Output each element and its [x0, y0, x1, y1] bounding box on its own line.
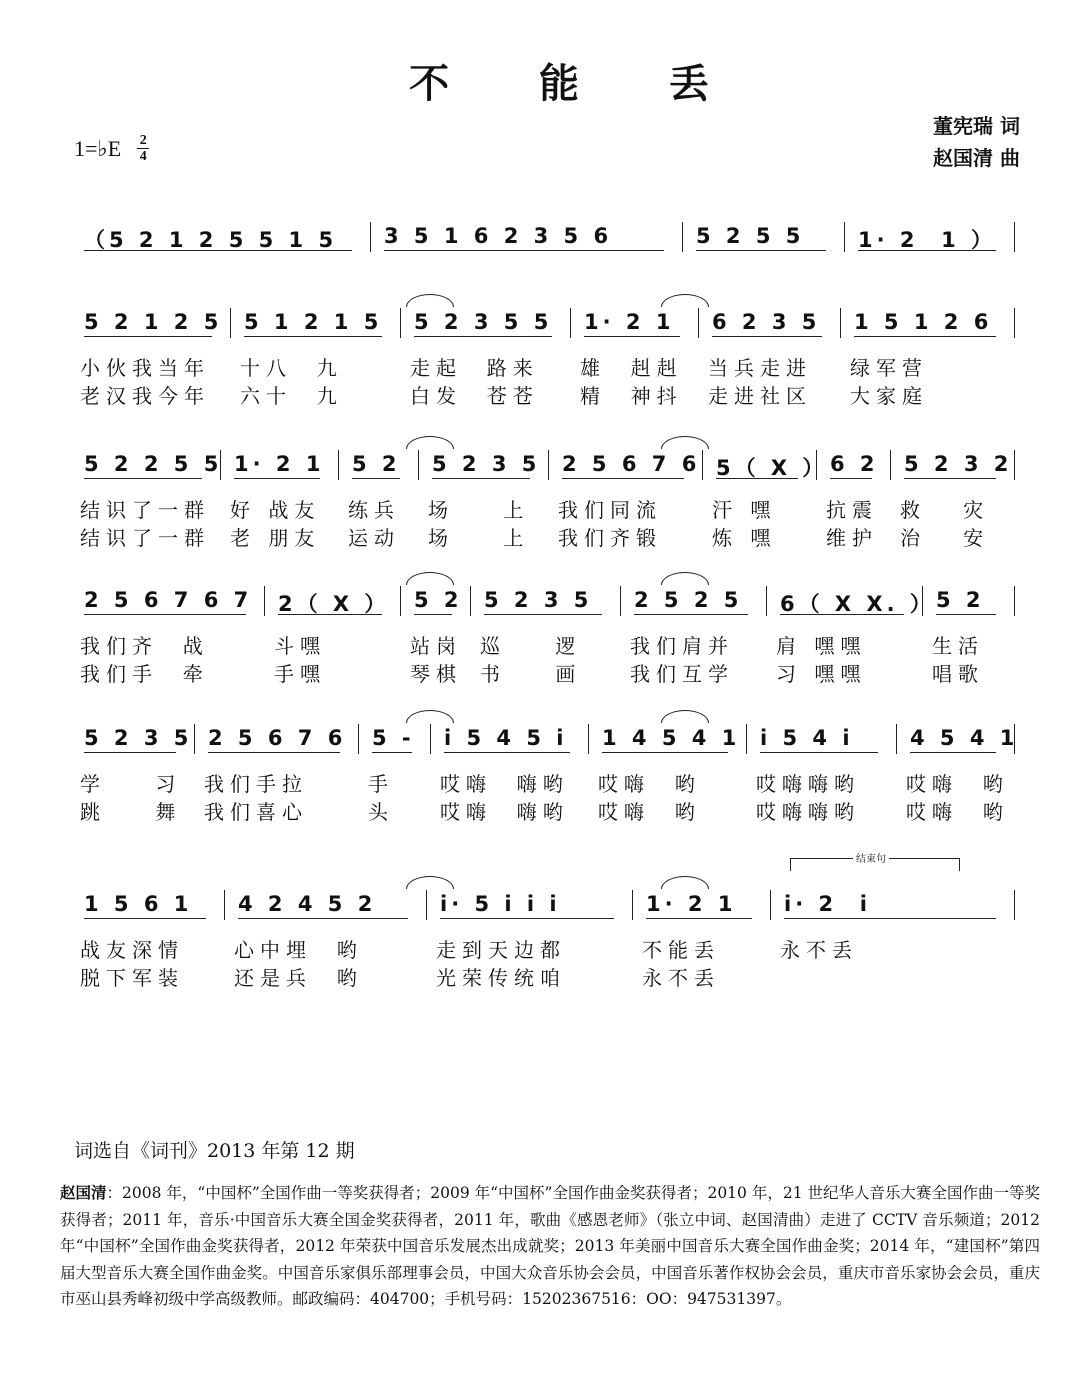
lyrics-verse-1	[76, 630, 1024, 658]
measure-notes: 1· 2 1	[646, 892, 737, 916]
meter-bottom: 4	[139, 149, 147, 164]
beam-line	[936, 614, 996, 615]
barline	[426, 890, 427, 920]
measure-notes: 3 5 1 6 2 3 5 6	[384, 224, 613, 248]
lyric-syllables: 运动	[348, 526, 400, 550]
measure-notes: 1· 2 1	[234, 452, 325, 476]
lyric-syllables: 炼 嘿	[712, 526, 777, 550]
beam-line	[440, 918, 614, 919]
measure-notes: 5 2	[414, 588, 463, 612]
lyric-syllables: 习 嘿嘿	[776, 662, 867, 686]
lyric-syllables: 哎嗨 哟	[906, 772, 1009, 796]
notes-row	[76, 300, 1024, 346]
beam-line	[562, 478, 684, 479]
lyrics-verse-2	[76, 796, 1024, 824]
lyric-syllables: 小伙我当年	[80, 356, 210, 380]
barline	[682, 222, 683, 252]
lyrics-verse-2	[76, 380, 1024, 408]
beam-line	[760, 752, 878, 753]
barline	[1014, 222, 1015, 252]
measure-notes: 5 2	[352, 452, 401, 476]
lyric-syllables: 我们手 牵	[80, 662, 209, 686]
lyric-syllables: 练兵	[348, 498, 400, 522]
measure-notes: 5 2 5 5	[696, 224, 805, 248]
beam-line	[84, 918, 206, 919]
beam-line	[352, 478, 400, 479]
lyric-syllables: 永不丢	[642, 966, 720, 990]
barline	[220, 450, 221, 480]
lyric-syllables: 抗震	[826, 498, 878, 522]
measure-notes: 1 5 1 2 6	[854, 310, 993, 334]
measure-notes: i· 5 i i i	[440, 892, 561, 916]
measure-notes: 5 2 3 5	[84, 726, 193, 750]
lyric-syllables: 生活	[932, 634, 984, 658]
lyric-syllables: 永不丢	[780, 938, 858, 962]
beam-line	[830, 478, 872, 479]
barline	[844, 222, 845, 252]
lyric-syllables: 白发 苍苍	[410, 384, 539, 408]
composer-credit: 赵国清 曲	[933, 146, 1020, 170]
system-3	[76, 442, 1024, 550]
lyric-syllables: 结识了一群	[80, 498, 210, 522]
lyric-syllables: 心中埋 哟	[234, 938, 363, 962]
bio-name: 赵国清	[60, 1183, 107, 1202]
lyric-syllables: 哎嗨嗨哟	[756, 800, 860, 824]
measure-notes: 1 4 5 4 1	[602, 726, 741, 750]
barline	[430, 724, 431, 754]
beam-line	[84, 752, 176, 753]
lyric-syllables: 学 习	[80, 772, 182, 796]
beam-line	[716, 478, 798, 479]
barline	[896, 724, 897, 754]
beam-line	[602, 752, 728, 753]
slur-mark	[661, 876, 709, 889]
lyric-syllables: 雄 赳赳	[580, 356, 683, 380]
barline	[548, 450, 549, 480]
barline	[338, 450, 339, 480]
measure-notes: （5 2 1 2 5 5 1 5	[84, 228, 338, 252]
barline	[1014, 890, 1015, 920]
measure-notes: 2（ X ）	[278, 592, 390, 616]
barline	[766, 586, 767, 616]
barline	[570, 308, 571, 338]
notes-row	[76, 882, 1024, 928]
beam-line	[584, 336, 680, 337]
system-6	[76, 882, 1024, 990]
lyric-syllables: 老 朋友	[230, 526, 321, 550]
slur-mark	[406, 710, 454, 723]
lyric-syllables: 十八 九	[240, 356, 343, 380]
beam-line	[84, 336, 212, 337]
barline	[230, 308, 231, 338]
lyric-syllables: 场 上	[428, 498, 530, 522]
lyric-syllables: 我们齐 战	[80, 634, 209, 658]
measure-notes: 6 2	[830, 452, 879, 476]
lyric-syllables: 哎嗨 嗨哟	[440, 800, 569, 824]
barline	[370, 222, 371, 252]
beam-line	[696, 250, 826, 251]
measure-notes: 2 5 6 7 6	[562, 452, 701, 476]
lyric-syllables: 哎嗨 哟	[906, 800, 1009, 824]
lyric-syllables: 走到天边都	[436, 938, 566, 962]
barline	[418, 450, 419, 480]
lyric-syllables: 斗嘿	[274, 634, 326, 658]
notes-row	[76, 578, 1024, 624]
barline	[746, 724, 747, 754]
measure-notes: 2 5 2 5	[634, 588, 743, 612]
beam-line	[208, 752, 340, 753]
measure-notes: 1 5 6 1	[84, 892, 193, 916]
barline	[816, 450, 817, 480]
lyric-syllables: 手嘿	[274, 662, 326, 686]
measure-notes: 6（ X X. ）	[780, 592, 935, 616]
slur-mark	[661, 710, 709, 723]
time-signature	[137, 134, 149, 163]
lyric-syllables: 手	[368, 772, 394, 796]
slur-mark	[661, 572, 709, 585]
beam-line	[444, 752, 570, 753]
measure-notes: 5（ X ）	[716, 456, 828, 480]
system-5	[76, 716, 1024, 824]
notes-row	[76, 442, 1024, 488]
lyric-syllables: 站岗	[410, 634, 462, 658]
measure-notes: 5 2 3 5 5	[414, 310, 553, 334]
notes-row	[76, 716, 1024, 762]
lyric-syllables: 头	[368, 800, 394, 824]
barline	[1014, 724, 1015, 754]
beam-line	[84, 478, 202, 479]
beam-line	[278, 614, 382, 615]
ending-bracket	[790, 854, 960, 871]
lyric-syllables: 六十 九	[240, 384, 343, 408]
slur-mark	[406, 294, 454, 307]
barline	[1014, 450, 1015, 480]
lyric-syllables: 巡 逻	[480, 634, 582, 658]
measure-notes: 5 2	[936, 588, 985, 612]
lyric-syllables: 精 神抖	[580, 384, 683, 408]
lyric-syllables: 汗 嘿	[712, 498, 777, 522]
barline	[400, 308, 401, 338]
beam-line	[858, 250, 996, 251]
measure-notes: 5 2 3 5	[432, 452, 541, 476]
beam-line	[484, 614, 602, 615]
measure-notes: 2 5 6 7 6	[208, 726, 347, 750]
barline	[588, 724, 589, 754]
lyric-syllables: 结识了一群	[80, 526, 210, 550]
lyric-syllables: 唱歌	[932, 662, 984, 686]
barline	[358, 724, 359, 754]
barline	[264, 586, 265, 616]
lyric-syllables: 大家庭	[850, 384, 928, 408]
beam-line	[634, 614, 748, 615]
slur-mark	[661, 436, 709, 449]
measure-notes: 6 2 3 5	[712, 310, 821, 334]
lyric-syllables: 治 安	[900, 526, 990, 550]
lyric-syllables: 战友深情	[80, 938, 184, 962]
barline	[620, 586, 621, 616]
meter-top: 2	[139, 133, 147, 148]
slur-mark	[661, 294, 709, 307]
lyric-syllables: 不能丢	[642, 938, 720, 962]
measure-notes: i 5 4 i	[760, 726, 854, 750]
lyric-syllables: 走进社区	[708, 384, 812, 408]
measure-notes: 5 -	[372, 726, 415, 750]
measure-notes: i· 2 i	[784, 892, 871, 916]
measure-notes: 5 2 3 5	[484, 588, 593, 612]
barline	[698, 308, 699, 338]
barline	[400, 586, 401, 616]
system-4	[76, 578, 1024, 686]
measure-notes: 5 2 2 5 5	[84, 452, 223, 476]
lyrics-verse-2	[76, 658, 1024, 686]
lyric-syllables: 我们同流	[558, 498, 662, 522]
beam-line	[234, 478, 320, 479]
beam-line	[854, 336, 996, 337]
lyric-syllables: 还是兵 哟	[234, 966, 363, 990]
lyrics-verse-1	[76, 494, 1024, 522]
beam-line	[904, 478, 996, 479]
lyric-syllables: 我们齐锻	[558, 526, 662, 550]
measure-notes: 5 2 1 2 5	[84, 310, 223, 334]
slur-mark	[406, 876, 454, 889]
lyric-syllables: 哎嗨 哟	[598, 772, 701, 796]
key-label: 1=♭E	[74, 135, 122, 161]
beam-line	[384, 250, 664, 251]
measure-notes: 1· 2 1	[584, 310, 675, 334]
measure-notes: 4 2 4 5 2	[238, 892, 377, 916]
barline	[922, 586, 923, 616]
lyrics-verse-1	[76, 934, 1024, 962]
beam-line	[414, 614, 452, 615]
beam-line	[414, 336, 552, 337]
beam-line	[646, 918, 752, 919]
credits	[933, 110, 1020, 174]
lyric-syllables: 场 上	[428, 526, 530, 550]
composer-bio	[60, 1180, 1040, 1313]
lyric-syllables: 我们肩并	[630, 634, 734, 658]
lyric-syllables: 我们互学	[630, 662, 734, 686]
key-signature	[74, 134, 149, 163]
lyric-syllables: 维护	[826, 526, 878, 550]
barline	[224, 890, 225, 920]
ending-label: 结束句	[853, 850, 889, 865]
lyric-syllables: 好 战友	[230, 498, 321, 522]
beam-line	[712, 336, 822, 337]
barline	[770, 890, 771, 920]
barline	[702, 450, 703, 480]
barline	[890, 450, 891, 480]
beam-line	[372, 752, 412, 753]
lyric-syllables: 我们手拉	[204, 772, 308, 796]
beam-line	[244, 336, 382, 337]
notes-row	[76, 214, 1024, 260]
slur-mark	[406, 572, 454, 585]
lyric-syllables: 救 灾	[900, 498, 990, 522]
lyric-syllables: 哎嗨嗨哟	[756, 772, 860, 796]
lyric-syllables: 书 画	[480, 662, 582, 686]
lyric-syllables: 光荣传统咱	[436, 966, 566, 990]
measure-notes: 5 2 3 2	[904, 452, 1013, 476]
barline	[1014, 308, 1015, 338]
barline	[840, 308, 841, 338]
measure-notes: 4 5 4 1	[910, 726, 1019, 750]
lyric-syllables: 脱下军装	[80, 966, 184, 990]
beam-line	[780, 614, 904, 615]
lyricist-credit: 董宪瑞 词	[933, 114, 1020, 138]
lyric-syllables: 走起 路来	[410, 356, 539, 380]
barline	[470, 586, 471, 616]
lyrics-verse-1	[76, 768, 1024, 796]
beam-line	[84, 614, 246, 615]
lyrics-verse-2	[76, 962, 1024, 990]
lyric-syllables: 我们喜心	[204, 800, 308, 824]
lyric-syllables: 哎嗨 哟	[598, 800, 701, 824]
beam-line	[784, 918, 996, 919]
beam-line	[910, 752, 996, 753]
lyric-syllables: 肩 嘿嘿	[776, 634, 867, 658]
measure-notes: i 5 4 5 i	[444, 726, 568, 750]
lyrics-source: 词选自《词刊》2013 年第 12 期	[74, 1140, 355, 1162]
measure-notes: 1· 2 1 ）	[858, 228, 997, 252]
lyric-syllables: 琴棋	[410, 662, 462, 686]
beam-line	[84, 250, 352, 251]
beam-line	[238, 918, 408, 919]
beam-line	[432, 478, 530, 479]
system-1	[76, 214, 1024, 260]
measure-notes: 5 1 2 1 5	[244, 310, 383, 334]
slur-mark	[406, 436, 454, 449]
lyric-syllables: 当兵走进	[708, 356, 812, 380]
lyrics-verse-1	[76, 352, 1024, 380]
barline	[194, 724, 195, 754]
system-2	[76, 300, 1024, 408]
lyric-syllables: 哎嗨 嗨哟	[440, 772, 569, 796]
lyric-syllables: 跳 舞	[80, 800, 182, 824]
song-title: 不 能 丢	[409, 61, 747, 107]
barline	[632, 890, 633, 920]
bio-text: ：2008 年，“中国杯”全国作曲一等奖获得者；2009 年“中国杯”全国作曲金奖获得者；2010 年，21 世纪华人音乐大赛全国作曲一等奖获得者；2011 年，音乐·中国音乐大赛全国金奖获得者，2011 年，歌曲《感恩老师》（张立中词、赵国清曲）走进了 CCTV 音乐频道；2012 年“中国杯”全国作曲金奖获得者，2012 年荣获中国音乐发展杰出成就奖；2013 年美丽中国音乐大赛全国作曲金奖；2014 年，“建国杯”第四届大型音乐大赛全国作曲金奖。中国音乐家俱乐部理事会员，中国大众音乐协会会员，中国音乐著作权协会会员，重庆市音乐家协会会员，重庆市巫山县秀峰初级中学高级教师。邮政编码：404700；手机号码：15202367516：OO：947531397。	[60, 1184, 1040, 1308]
lyrics-verse-2	[76, 522, 1024, 550]
lyric-syllables: 老汉我今年	[80, 384, 210, 408]
barline	[1014, 586, 1015, 616]
lyric-syllables: 绿军营	[850, 356, 928, 380]
measure-notes: 2 5 6 7 6 7	[84, 588, 253, 612]
